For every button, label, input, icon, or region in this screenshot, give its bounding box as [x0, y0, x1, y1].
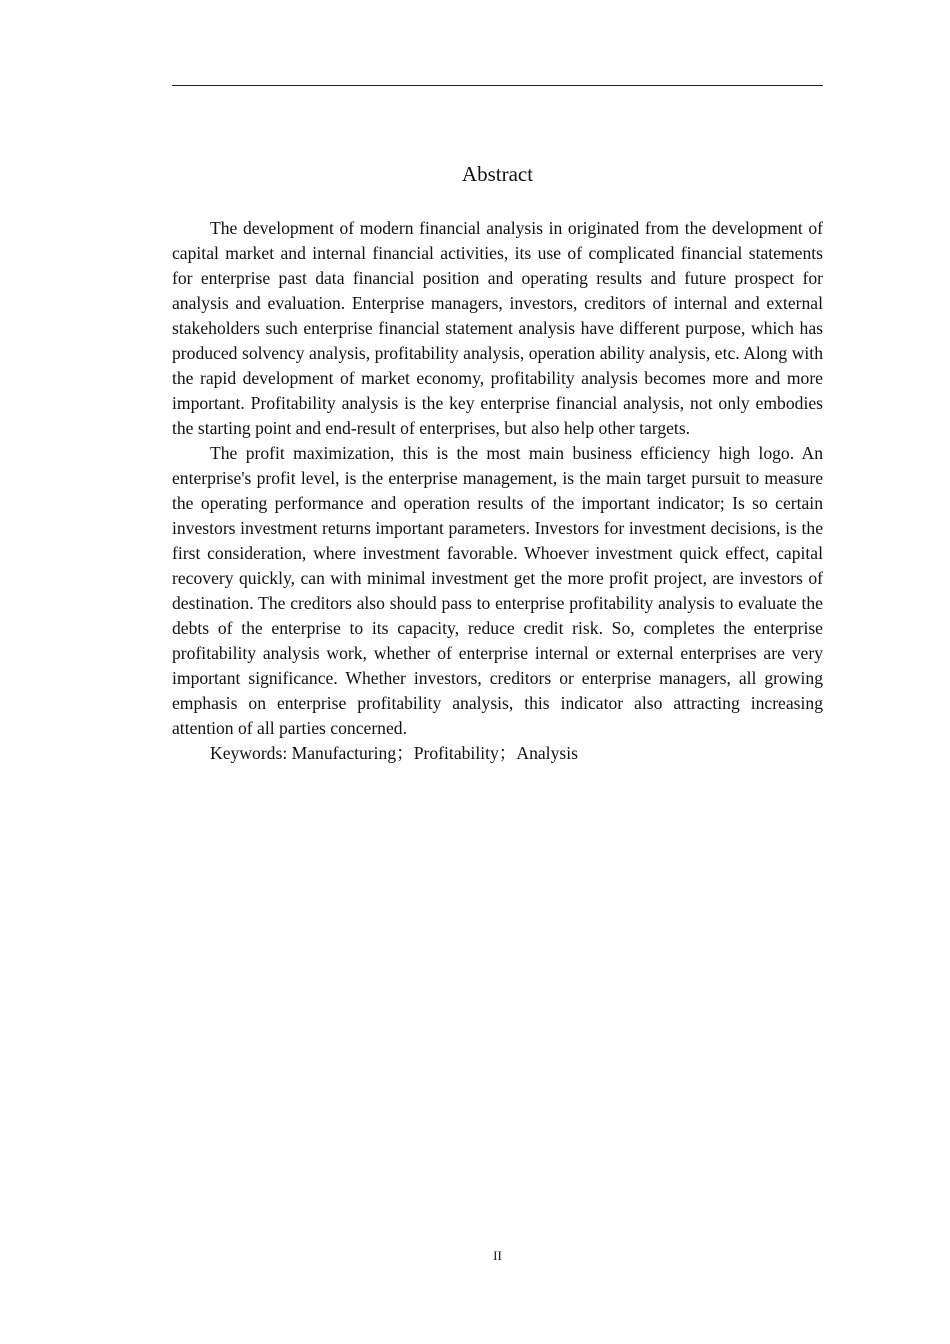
keywords-line: Keywords: Manufacturing；Profitability；Analysis	[210, 743, 578, 763]
abstract-paragraph-1: The development of modern financial analysis in originated from the development of capital market and internal financial activities, its use of complicated financial statements for enterprise past data financial position and operating results and future prospect for analysis and evaluation. Enterprise managers, investors, creditors of internal and external stakeholders such enterprise financial statement analysis have different purpose, which has produced solvency analysis, profitability analysis, operation ability analysis, etc. Along with the rapid development of market economy, profitability analysis becomes more and more important. Profitability analysis is the key enterprise financial analysis, not only embodies the starting point and end-result of enterprises, but also help other targets.	[172, 218, 823, 438]
abstract-body	[172, 216, 823, 766]
abstract-title: Abstract	[461, 162, 534, 186]
page-number: II	[493, 1248, 502, 1263]
header-rule	[172, 85, 823, 86]
abstract-paragraph-2: The profit maximization, this is the most main business efficiency high logo. An enterprise's profit level, is the enterprise management, is the main target pursuit to measure the operating performance and operation results of the important indicator; Is so certain investors investment returns important parameters. Investors for investment decisions, is the first consideration, where investment favorable. Whoever investment quick effect, capital recovery quickly, can with minimal investment get the more profit project, are investors of destination. The creditors also should pass to enterprise profitability analysis to evaluate the debts of the enterprise to its capacity, reduce credit risk. So, completes the enterprise profitability analysis work, whether of enterprise internal or external enterprises are very important significance. Whether investors, creditors or enterprise managers, all growing emphasis on enterprise profitability analysis, this indicator also attracting increasing attention of all parties concerned.	[172, 443, 823, 738]
